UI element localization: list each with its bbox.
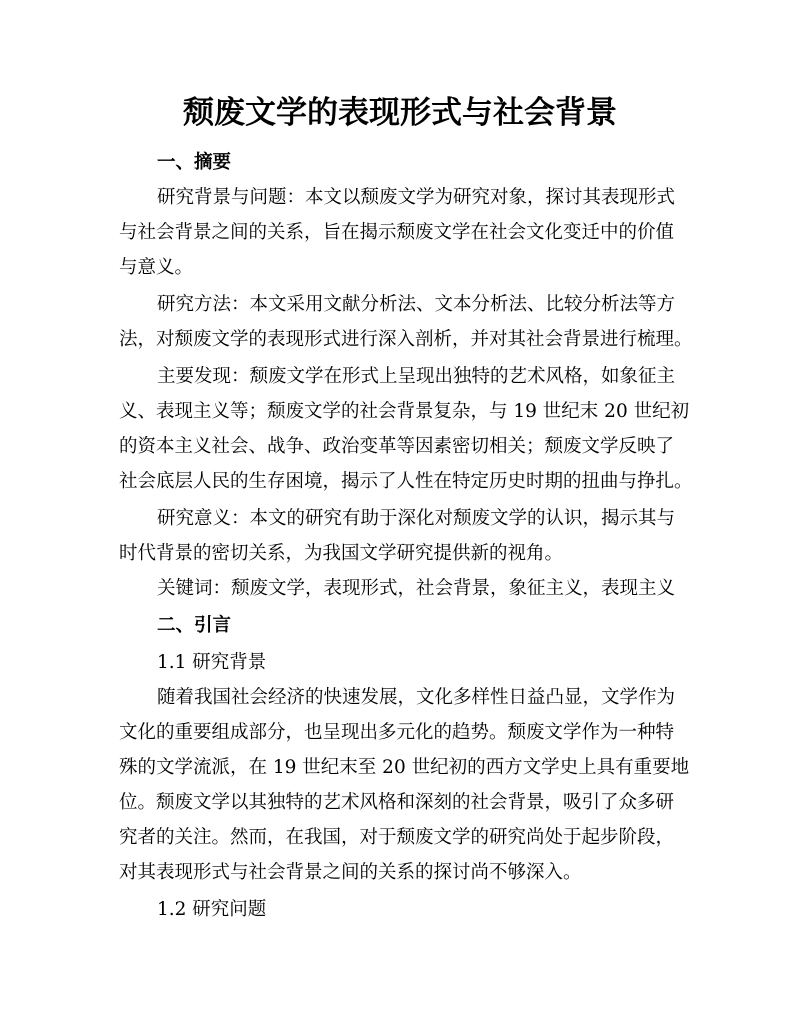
paragraph-line: 殊的文学流派，在 19 世纪末至 20 世纪初的西方文学史上具有重要地 (119, 757, 690, 778)
paragraph-line: 位。颓废文学以其独特的艺术风格和深刻的社会背景，吸引了众多研 (119, 792, 675, 813)
paragraph-line: 法，对颓废文学的表现形式进行深入剖析，并对其社会背景进行梳理。 (119, 329, 693, 350)
keywords-line: 关键词：颓废文学，表现形式，社会背景，象征主义，表现主义 (157, 578, 676, 599)
subsection-heading-questions: 1.2 研究问题 (157, 899, 267, 920)
paragraph-line: 与意义。 (119, 257, 194, 278)
paragraph-line: 的资本主义社会、战争、政治变革等因素密切相关；颓废文学反映了 (119, 436, 675, 457)
paragraph-line: 时代背景的密切关系，为我国文学研究提供新的视角。 (119, 543, 564, 564)
section-heading-introduction: 二、引言 (157, 615, 232, 636)
paragraph-line: 文化的重要组成部分，也呈现出多元化的趋势。颓废文学作为一种特 (119, 722, 675, 743)
paragraph-line: 研究意义：本文的研究有助于深化对颓废文学的认识，揭示其与 (157, 508, 676, 529)
paragraph-line: 与社会背景之间的关系，旨在揭示颓废文学在社会文化变迁中的价值 (119, 222, 675, 243)
paragraph-line: 社会底层人民的生存困境，揭示了人性在特定历史时期的扭曲与挣扎。 (119, 471, 693, 492)
section-heading-abstract: 一、摘要 (157, 152, 232, 173)
paragraph-line: 研究方法：本文采用文献分析法、文本分析法、比较分析法等方 (157, 294, 676, 315)
paragraph-line: 随着我国社会经济的快速发展，文化多样性日益凸显，文学作为 (157, 687, 676, 708)
paragraph-line: 义、表现主义等；颓废文学的社会背景复杂，与 19 世纪末 20 世纪初 (119, 401, 690, 422)
paragraph-line: 主要发现：颓废文学在形式上呈现出独特的艺术风格，如象征主 (157, 366, 676, 387)
paragraph-line: 究者的关注。然而，在我国，对于颓废文学的研究尚处于起步阶段， (119, 827, 675, 848)
paragraph-line: 研究背景与问题：本文以颓废文学为研究对象，探讨其表现形式 (157, 187, 676, 208)
paragraph-line: 对其表现形式与社会背景之间的关系的探讨尚不够深入。 (119, 862, 582, 883)
subsection-heading-background: 1.1 研究背景 (157, 652, 267, 673)
document-title: 颓废文学的表现形式与社会背景 (183, 95, 617, 131)
